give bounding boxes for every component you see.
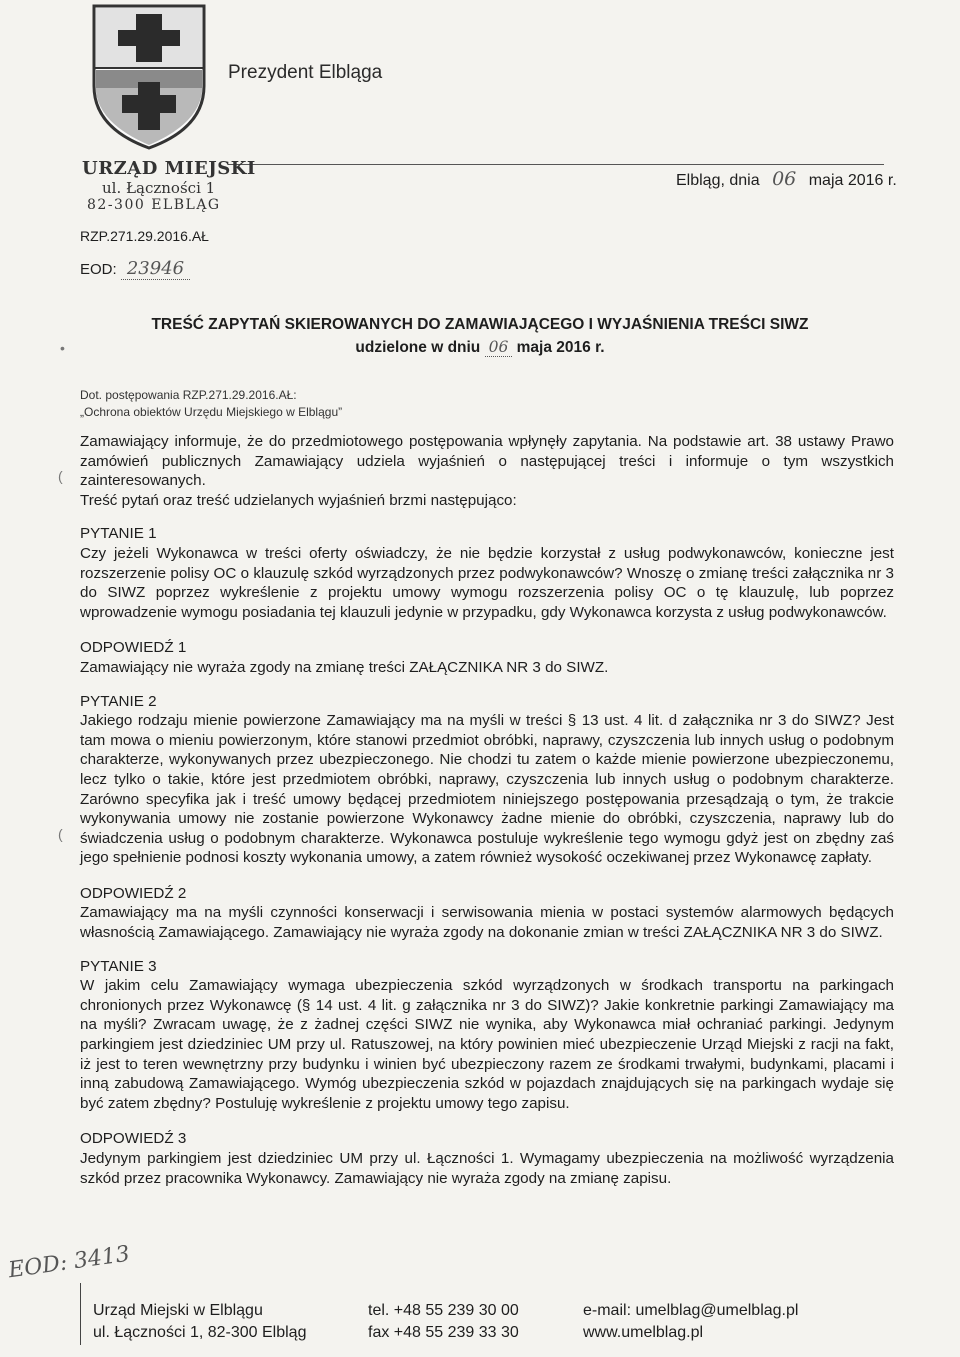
heading-date-suffix: maja 2016 r. — [516, 339, 605, 356]
scan-mark-arc: ( — [58, 468, 63, 484]
question-2-text: Jakiego rodzaju mienie powierzone Zamawiający ma na myśli w treści § 13 ust. 4 lit. d załącznika nr 3 do SIWZ? Jest tam mowa o mieniu powierzonym, które stanowi przedmiot obróbki, naprawy, czyszczenia lub innych usług o podobnym charakterze, wykonywanych przez ubezpieczonego. Nie chodzi tu zatem o każde mienie powierzone ubezpieczonemu, lecz tylko o takie, które jest przedmiotem obróbki, naprawy, czyszczenia lub innych usług o podobnym charakterze. Zarówno specyfika jak i treść umowy będącej przedmiotem niniejszego postępowania przesądzają o tym, że trakcie wykonywania umowy nie zostanie powierzone Wykonawcy żadne mienie do obróbki, czyszczenia, naprawy lub do świadczenia usług o podobnym charakterze. Wykonawca postuluje wykreślenie tego wymogu gdyż jest on zbędny zaś jego spełnienie podnosi koszty wykonania umowy, a zatem również wysokość oczekiwanej przez Wykonawcę zapłaty. — [80, 712, 894, 867]
reference-number: RZP.271.29.2016.AŁ — [80, 228, 209, 244]
stamp-line-1: URZĄD MIEJSKI — [82, 158, 256, 179]
question-3-text: W jakim celu Zamawiający wymaga ubezpieczenia szkód wyrządzonych w środkach transportu na parkingach chronionych przez Wykonawcę (§ 14 ust. 4 lit. g załącznika nr 3 do SIWZ)? Jakie konkretnie parkingi Zamawiający ma na myśli? Zwracam uwagę, że z żadnej części SIWZ nie wynika, aby Wykonawca miał ochraniać parkingi. Jedynym parkingiem jest dziedziniec UM przy ul. Ratuszowej, na który powinien mieć ubezpieczenie Urząd Miejski z racji na fakt, iż jest to teren wewnętrzny przy budynku i winien być ubezpieczony razem ze środkami trwałymi, budynkami, placami i inną zabudową Zamawiającego. Wymóg ubezpieczenia szkód w pojazdach znajdujących się na parkingach wydaje się być zatem zbędny? Postuluję wykreślenie z projektu umowy tego zapisu. — [80, 977, 894, 1112]
heading-line-2 — [60, 336, 900, 359]
document-date — [676, 168, 897, 190]
office-stamp — [82, 158, 256, 213]
footer-fax: fax +48 55 239 33 30 — [368, 1324, 519, 1341]
question-3-label: PYTANIE 3 — [80, 957, 157, 975]
procedure-reference — [80, 387, 342, 421]
answer-1-text: Zamawiający nie wyraża zgody na zmianę treści ZAŁĄCZNIKA NR 3 do SIWZ. — [80, 658, 609, 676]
intro-paragraph: Zamawiający informuje, że do przedmiotowego postępowania wpłynęły zapytania. Na podstawie art. 38 ustawy Prawo zamówień publicznych Zamawiający udziela wyjaśnień o następującej treści i informuje o tym wszystkich zainteresowanych. — [80, 433, 894, 490]
footer-contact — [583, 1300, 798, 1344]
question-1-label: PYTANIE 1 — [80, 525, 157, 543]
stamp-line-3: 82-300 ELBLĄG — [87, 197, 221, 213]
scan-mark-arc: ( — [58, 826, 63, 842]
office-title: Prezydent Elbląga — [228, 62, 383, 83]
footer-eod-handwritten: EOD: 3413 — [6, 1241, 132, 1284]
heading-date-prefix: udzielone w dniu — [355, 339, 481, 356]
procedure-line-2: „Ochrona obiektów Urzędu Miejskiego w Elblągu” — [80, 405, 343, 419]
eod-value-handwritten: 23946 — [121, 258, 190, 280]
document-heading — [60, 314, 900, 359]
footer-website[interactable]: www.umelblag.pl — [583, 1324, 704, 1341]
footer-phones — [368, 1300, 519, 1344]
date-prefix: Elbląg, dnia — [676, 172, 760, 189]
document-body — [80, 432, 894, 1188]
question-2-label: PYTANIE 2 — [80, 692, 157, 710]
heading-date-day-handwritten: 06 — [485, 338, 513, 357]
stamp-line-2: ul. Łączności 1 — [102, 179, 216, 197]
answer-2-text: Zamawiający ma na myśli czynności konserwacji i serwisowania mienia w postaci systemów alarmowych będących własnością Zamawiającego. Zamawiający nie wyraża zgody na dokonanie zmian w treści ZAŁĄCZNIKA NR 3 do SIWZ. — [80, 904, 894, 942]
footer-org-name: Urząd Miejski w Elblągu — [93, 1302, 263, 1319]
answer-2-label: ODPOWIEDŹ 2 — [80, 884, 187, 902]
footer-email[interactable]: e-mail: umelblag@umelblag.pl — [583, 1302, 799, 1319]
date-suffix: maja 2016 r. — [808, 172, 897, 189]
answer-1-label: ODPOWIEDŹ 1 — [80, 639, 187, 657]
elblag-coat-of-arms-logo — [88, 2, 210, 152]
intro-lead: Treść pytań oraz treść udzielanych wyjaśnień brzmi następująco: — [80, 491, 517, 509]
footer-address — [93, 1300, 306, 1344]
header-divider — [228, 164, 884, 165]
footer-org-street: ul. Łączności 1, 82-300 Elbląg — [93, 1324, 307, 1341]
footer-tel: tel. +48 55 239 30 00 — [368, 1302, 519, 1319]
procedure-line-1: Dot. postępowania RZP.271.29.2016.AŁ: — [80, 388, 297, 402]
answer-3-text: Jedynym parkingiem jest dziedziniec UM przy ul. Łączności 1. Wymagamy ubezpieczenia na możliwość wyrządzenia szkód przez pracownika Wykonawcy. Zamawiający nie wyraża zgody na zmianę zapisu. — [80, 1150, 894, 1187]
question-1-text: Czy jeżeli Wykonawca w treści oferty oświadczy, że nie będzie korzystał z usług podwykonawców, konieczne jest rozszerzenie polisy OC o klauzulę szkód wyrządzonych przez podwykonawców? Wnoszę o zmianę treści załącznika nr 3 do SIWZ poprzez wykreślenie z projektu umowy wymogu rozszerzenia polisy OC o tę klauzulę, lub poprzez wprowadzenie wymogu posiadania tej klauzuli jedynie w przypadku, gdy Wykonawca korzysta z usług podwykonawców. — [80, 544, 894, 621]
heading-line-1: TREŚĆ ZAPYTAŃ SKIEROWANYCH DO ZAMAWIAJĄCEGO I WYJAŚNIENIA TREŚCI SIWZ — [151, 316, 809, 333]
date-day-handwritten: 06 — [772, 168, 797, 190]
answer-3-label: ODPOWIEDŹ 3 — [80, 1130, 187, 1148]
footer-divider — [80, 1283, 81, 1345]
eod-number — [80, 258, 190, 279]
eod-label: EOD: — [80, 261, 117, 278]
scan-mark-bullet: • — [60, 340, 65, 356]
